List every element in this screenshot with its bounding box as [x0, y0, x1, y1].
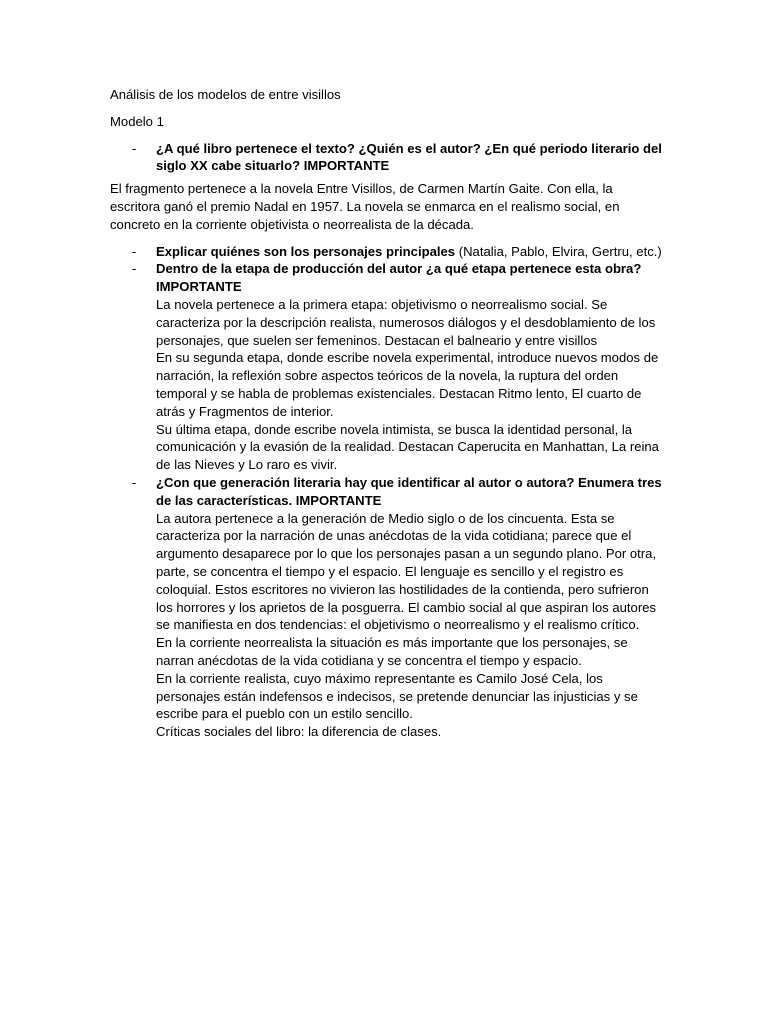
answer-text: La novela pertenece a la primera etapa: objetivismo o neorrealismo social. Se caracteriza por la descripción realista, numerosos diálogos y el desdoblamiento de los personajes, que suelen ser femeninos. Destacan el balneario y entre visillos	[156, 296, 656, 348]
question-list-2	[110, 243, 662, 741]
list-item	[110, 260, 662, 474]
question-text-normal: (Natalia, Pablo, Elvira, Gertru, etc.)	[455, 243, 662, 259]
answer-text: Críticas sociales del libro: la diferencia de clases.	[156, 724, 442, 740]
answer-paragraph: El fragmento pertenece a la novela Entre Visillos, de Carmen Martín Gaite. Con ella, la escritora ganó el premio Nadal en 1957. La novela se enmarca en el realismo social, en concreto en la corriente objetivista o neorrealista de la década.	[110, 181, 620, 232]
document-body	[110, 86, 662, 746]
answer-text: En su segunda etapa, donde escribe novela experimental, introduce nuevos modos de narración, la reflexión sobre aspectos teóricos de la novela, la ruptura del orden temporal y se habla de problemas existenciales. Destacan Ritmo lento, El cuarto de atrás y Fragmentos de interior.	[156, 350, 659, 419]
model-heading: Modelo 1	[110, 113, 164, 129]
question-list-1	[110, 140, 662, 176]
list-item	[110, 474, 662, 741]
question-text-bold: Explicar quiénes son los personajes principales	[156, 243, 456, 259]
list-dash: -	[132, 140, 137, 156]
answer-text: En la corriente realista, cuyo máximo representante es Camilo José Cela, los personajes están indefensos e indecisos, se pretende denunciar las injusticias y se escribe para el pueblo con un estilo sencillo.	[156, 670, 638, 722]
list-dash: -	[132, 243, 137, 259]
list-item	[110, 140, 662, 176]
question-text: ¿A qué libro pertenece el texto? ¿Quién es el autor? ¿En qué periodo literario del siglo XX cabe situarlo? IMPORTANTE	[156, 140, 662, 174]
question-text: Dentro de la etapa de producción del autor ¿a qué etapa pertenece esta obra? IMPORTANTE	[156, 261, 642, 295]
answer-text: En la corriente neorrealista la situación es más importante que los personajes, se narran anécdotas de la vida cotidiana y se concentra el tiempo y espacio.	[156, 635, 628, 668]
answer-text: La autora pertenece a la generación de Medio siglo o de los cincuenta. Esta se caracteriza por la narración de unas anécdotas de la vida cotidiana; parece que el argumento desaparece por lo que los personajes pasan a un segundo plano. Por otra, parte, se concentra el tiempo y el espacio. El lenguaje es sencillo y el registro es coloquial. Estos escritores no vivieron las hostilidades de la contienda, pero sufrieron los horrores y los aprietos de la posguerra. El cambio social al que aspiran los autores se manifiesta en dos tendencias: el objetivismo o neorrealismo y el realismo crítico.	[156, 510, 657, 633]
answer-text: Su última etapa, donde escribe novela intimista, se busca la identidad personal, la comunicación y la evasión de la realidad. Destacan Caperucita en Manhattan, La reina de las Nieves y Lo raro es vivir.	[156, 421, 659, 473]
list-dash: -	[132, 474, 137, 490]
list-item	[110, 243, 662, 261]
question-text: ¿Con que generación literaria hay que identificar al autor o autora? Enumera tres de las características. IMPORTANTE	[156, 474, 662, 508]
document-title: Análisis de los modelos de entre visillos	[110, 87, 341, 102]
list-dash: -	[132, 261, 137, 277]
